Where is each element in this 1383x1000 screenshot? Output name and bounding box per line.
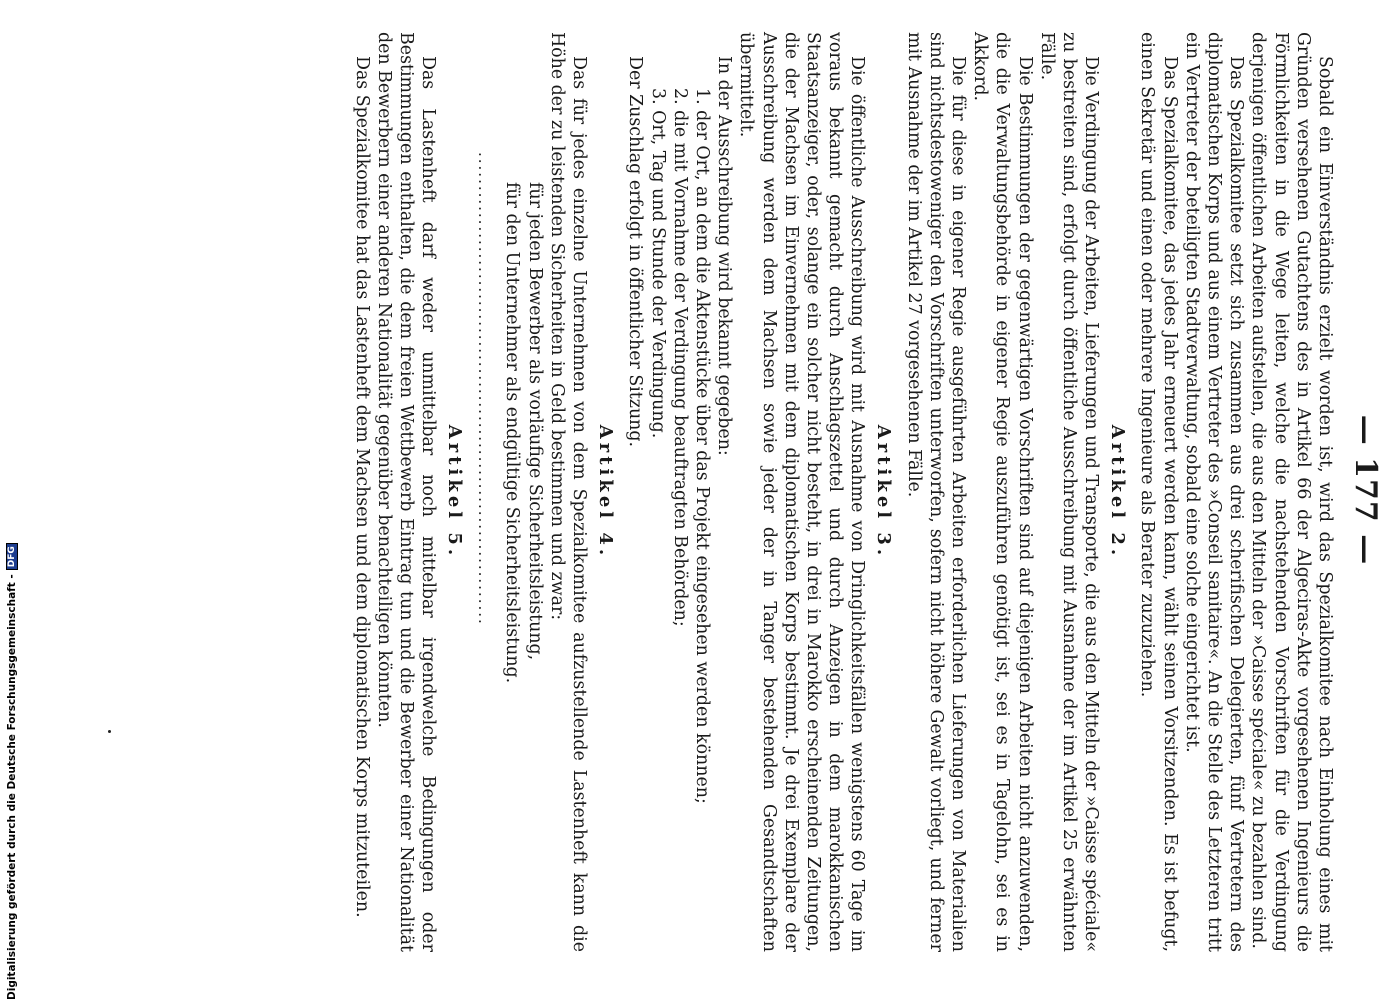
document-page <box>121 10 1383 970</box>
list-item: 1. der Ort, an dem die Aktenstücke über das Projekt eingesehen werden können; <box>691 88 712 804</box>
article-2-heading: Artikel 2. <box>1107 424 1129 560</box>
list-item: 2. die mit Vornahme der Verdingung beauftragten Behörden; <box>669 88 690 627</box>
list-item: für den Unternehmer als endgültige Sicherheitsleistung. <box>502 182 523 684</box>
paragraph: Das Spezialkomitee setzt sich zusammen aus drei scherifischen Delegierten, fünf Vertretern des diplomatischen Korps und aus einem Vertreter des »Conseil sanitaire«. An die Stelle des Letzteren tritt ein Vertreter der beteiligten Stadtverwaltung, sobald eine solche eingerichtet ist. <box>1181 32 1247 952</box>
article-3-heading: Artikel 3. <box>873 424 895 560</box>
paragraph: Die Verdingung der Arbeiten, Lieferungen und Transporte, die aus den Mitteln der »Caisse spéciale« zu bestreiten sind, erfolgt durch öffentliche Ausschreibung mit Ausnahme der im Artikel 25 erwähnten Fälle. <box>1036 32 1102 952</box>
paragraph: Das Spezialkomitee hat das Lastenheft dem Machsen und dem diplomatischen Korps mitzuteilen. <box>351 56 372 918</box>
paragraph: Sobald ein Einverständnis erzielt worden ist, wird das Spezialkomitee nach Einholung eines mit Gründen versehenen Gutachtens des in Artikel 66 der Algeciras-Akte vorgesehenen Ingenieurs die Förmlichkeiten in die Wege leiten, welche die nachstehenden Vorschriften für die Verdingung derjenigen öffentlichen Arbeiten aufstellen, die aus den Mitteln der »Caisse spéciale« zu bezahlen sind. <box>1248 32 1335 952</box>
list-item: 3. Ort, Tag und Stunde der Verdingung. <box>647 88 668 439</box>
ellipsis-divider: ...................................................................... <box>475 152 494 626</box>
paragraph: Der Zuschlag erfolgt in öffentlicher Sitzung. <box>625 56 646 448</box>
paragraph: Das Lastenheft darf weder unmittelbar noch mittelbar irgendwelche Bedingungen oder Bestimmungen enthalten, die dem freien Wettbewerb Eintrag tun und die Bewerber einer Nationalität den Bewerbern einer anderen Nationalität gegenüber benachteiligen könnten. <box>373 32 439 952</box>
paragraph: In der Ausschreibung wird bekannt gegeben: <box>714 56 735 456</box>
page-body <box>350 32 1336 952</box>
paragraph: Das Spezialkomitee, das jedes Jahr erneuert werden kann, wählt seinen Vorsitzenden. Es ist befugt, einen Sekretär und einen oder mehrere Ingenieure als Berater zuzuziehen. <box>1137 32 1180 952</box>
digitization-notice-text: Digitalisierung gefördert durch die Deutsche Forschungsgemeinschaft - <box>6 574 18 1000</box>
paragraph: Die für diese in eigener Regie ausgeführten Arbeiten erforderlichen Lieferungen von Materialien sind nichtsdestoweniger den Vorschriften unterworfen, sofern nicht höhere Gewalt vorliegt, und ferner mit Ausnahme der im Artikel 27 vorgesehenen Fälle. <box>903 32 968 952</box>
list-item: für jeden Bewerber als vorläufige Sicherheitsleistung, <box>524 182 545 661</box>
scan-speck <box>108 730 111 733</box>
article-4-heading: Artikel 4. <box>595 424 617 560</box>
digitization-notice <box>6 543 18 1000</box>
article-5-heading: Artikel 5. <box>444 424 466 560</box>
dfg-logo-icon: DFG <box>6 543 18 570</box>
paragraph: Die Bestimmungen der gegenwärtigen Vorschriften sind auf diejenigen Arbeiten nicht anzuwenden, die die Verwaltungsbehörde in eigener Regie auszuführen genötigt ist, sei es in Tagelohn, sei es in Akkord. <box>970 32 1035 952</box>
paragraph: Das für jedes einzelne Unternehmen von dem Spezialkomitee aufzustellende Lastenheft kann die Höhe der zu leistenden Sicherheiten in Geld bestimmen und zwar: <box>546 32 590 952</box>
page-number: — 177 — <box>1348 414 1383 566</box>
paragraph: Die öffentliche Ausschreibung wird mit Ausnahme von Dringlichkeitsfällen wenigstens 60 Tage im voraus bekannt gemacht durch Anschlagszettel und durch Anzeigen in dem marokkanischen Staatsanzeiger, oder, solange ein solcher nicht besteht, in drei in Marokko erscheinenden Zeitungen, die der Machsen im Einvernehmen mit dem diplomatischen Korps bestimmt. Je drei Exemplare der Ausschreibung werden dem Machsen sowie jeder der in Tanger bestehenden Gesandtschaften übermittelt. <box>736 32 868 952</box>
